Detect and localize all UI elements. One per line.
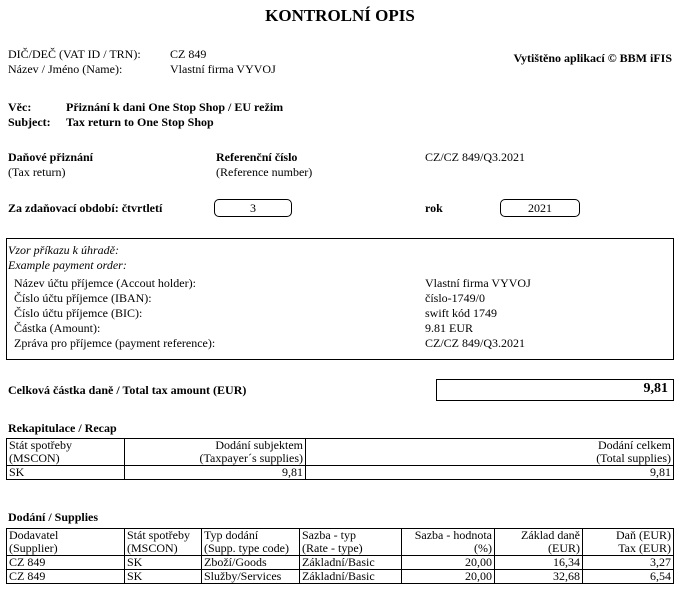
printed-by: Vytištěno aplikací © BBM iFIS [513, 51, 672, 65]
total-tax-value: 9,81 [643, 381, 668, 396]
supplies-cell-type: Zboží/Goods [202, 556, 300, 570]
supplies-cell-supplier: CZ 849 [7, 556, 125, 570]
recap-cell-taxpayer: 9,81 [125, 466, 306, 480]
subject-label: Subject: [8, 115, 51, 129]
supplies-cell-base: 16,34 [495, 556, 583, 570]
year-label: rok [425, 201, 443, 215]
supplies-cell-rate-value: 20,00 [402, 556, 495, 570]
vec-label: Věc: [8, 100, 32, 114]
period-label: Za zdaňovací období: čtvrtletí [8, 201, 163, 215]
year-field: 2021 [500, 199, 580, 217]
document-title: KONTROLNÍ OPIS [265, 6, 415, 25]
vat-id-label: DIČ/DEČ (VAT ID / TRN): [8, 47, 141, 61]
recap-header-row [7, 439, 674, 466]
payment-amount-value: 9.81 EUR [425, 321, 473, 335]
supplies-cell-tax: 3,27 [583, 556, 674, 570]
recap-header-taxpayer: Dodání subjektem (Taxpayer´s supplies) [125, 439, 306, 466]
supplies-cell-mscon: SK [125, 570, 202, 584]
supplies-cell-mscon: SK [125, 556, 202, 570]
payment-amount-label: Částka (Amount): [14, 321, 101, 335]
recap-header-mscon: Stát spotřeby (MSCON) [7, 439, 125, 466]
payment-holder-label: Název účtu příjemce (Accout holder): [14, 276, 196, 290]
quarter-field: 3 [214, 199, 292, 217]
payment-iban-value: číslo-1749/0 [425, 291, 485, 305]
name-value: Vlastní firma VYVOJ [170, 62, 276, 76]
reference-label: Referenční číslo [216, 150, 298, 164]
supplies-header-type: Typ dodání (Supp. type code) [202, 529, 300, 556]
payment-iban-label: Číslo účtu příjemce (IBAN): [14, 291, 152, 305]
supplies-title: Dodání / Supplies [8, 510, 99, 524]
vat-id-value: CZ 849 [170, 47, 207, 61]
supplies-cell-rate-type: Základní/Basic [300, 556, 402, 570]
recap-table [6, 438, 674, 480]
payment-reference-value: CZ/CZ 849/Q3.2021 [425, 336, 526, 350]
table-row [7, 556, 674, 570]
recap-title: Rekapitulace / Recap [8, 421, 117, 435]
supplies-header-rate-type: Sazba - typ (Rate - type) [300, 529, 402, 556]
payment-holder-value: Vlastní firma VYVOJ [425, 276, 531, 290]
recap-header-total: Dodání celkem (Total supplies) [306, 439, 674, 466]
name-label: Název / Jméno (Name): [8, 62, 123, 76]
reference-value: CZ/CZ 849/Q3.2021 [425, 150, 526, 164]
supplies-cell-base: 32,68 [495, 570, 583, 584]
payment-title-cz: Vzor příkazu k úhradě: [8, 243, 119, 257]
tax-return-sub: (Tax return) [8, 165, 66, 179]
supplies-cell-rate-type: Základní/Basic [300, 570, 402, 584]
supplies-cell-rate-value: 20,00 [402, 570, 495, 584]
total-tax-label: Celková částka daně / Total tax amount (EUR) [8, 383, 247, 397]
recap-cell-mscon: SK [7, 466, 125, 480]
recap-cell-total: 9,81 [306, 466, 674, 480]
supplies-header-mscon: Stát spotřeby (MSCON) [125, 529, 202, 556]
payment-bic-label: Číslo účtu příjemce (BIC): [14, 306, 143, 320]
supplies-header-row [7, 529, 674, 556]
supplies-header-base: Základ daně (EUR) [495, 529, 583, 556]
tax-return-label: Daňové přiznání [8, 150, 94, 164]
vec-value: Přiznání k dani One Stop Shop / EU režim [66, 100, 284, 114]
supplies-header-rate-value: Sazba - hodnota (%) [402, 529, 495, 556]
supplies-cell-tax: 6,54 [583, 570, 674, 584]
payment-bic-value: swift kód 1749 [425, 306, 497, 320]
supplies-header-supplier: Dodavatel (Supplier) [7, 529, 125, 556]
reference-sub: (Reference number) [216, 165, 313, 179]
table-row [7, 570, 674, 584]
subject-value: Tax return to One Stop Shop [66, 115, 214, 129]
supplies-cell-type: Služby/Services [202, 570, 300, 584]
payment-reference-label: Zpráva pro příjemce (payment reference): [14, 336, 216, 350]
supplies-table [6, 528, 674, 584]
supplies-header-tax: Daň (EUR) Tax (EUR) [583, 529, 674, 556]
payment-title-en: Example payment order: [8, 258, 127, 272]
supplies-cell-supplier: CZ 849 [7, 570, 125, 584]
table-row [7, 466, 674, 480]
